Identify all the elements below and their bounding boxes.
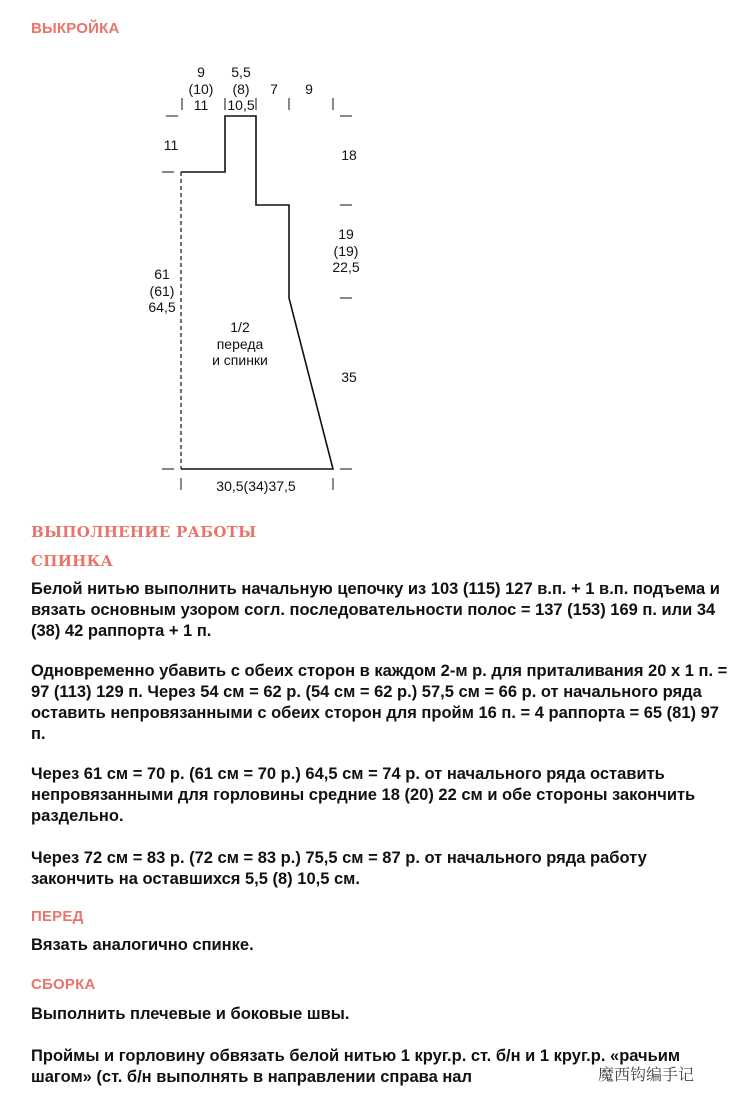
top-dim-2: 5,5 (8) 10,5: [227, 64, 255, 113]
left-dim-length: 61 (61) 64,5: [148, 266, 176, 315]
assembly-heading: СБОРКА: [31, 976, 96, 993]
top-dim-1: 9 (10) 11: [188, 64, 214, 113]
front-heading: ПЕРЕД: [31, 908, 84, 925]
right-dim-side: 35: [341, 369, 357, 385]
top-dim-4: 9: [305, 81, 313, 97]
pattern-outline: [0, 0, 750, 520]
back-paragraph-3: Через 61 см = 70 р. (61 см = 70 р.) 64,5 см = 74 р. от начального ряда оставить непровязанными для горловины средние 18 (20) 22 см и обе стороны закончить раздельно.: [31, 765, 696, 825]
right-dim-shoulder: 18: [341, 147, 357, 163]
top-dim-3: 7: [270, 81, 278, 97]
assembly-paragraph-1: Выполнить плечевые и боковые швы.: [31, 1005, 350, 1023]
back-paragraph-2: Одновременно убавить с обеих сторон в каждом 2-м р. для приталивания 20 х 1 п. = 97 (113) 129 п. Через 54 см = 62 р. (54 см = 62 р.) 57,5 см = 66 р. от начального ряда оставить непровязанными с обеих сторон для пройм 16 п. = 4 раппорта = 65 (81) 97 п.: [31, 662, 728, 743]
assembly-paragraph-2: Проймы и горловину обвязать белой нитью 1 круг.р. ст. б/н и 1 круг.р. «рачьим шагом» (ст. б/н выполнять в направлении справа нал: [31, 1047, 681, 1086]
center-label: 1/2 переда и спинки: [212, 319, 268, 368]
back-paragraph-1: Белой нитью выполнить начальную цепочку из 103 (115) 127 в.п. + 1 в.п. подъема и вязать основным узором согл. последовательности полос = 137 (153) 169 п. или 34 (38) 42 раппорта + 1 п.: [31, 580, 720, 640]
watermark: 魔西钩编手记: [598, 1065, 695, 1084]
back-heading: СПИНКА: [31, 552, 114, 570]
back-paragraph-4: Через 72 см = 83 р. (72 см = 83 р.) 75,5 см = 87 р. от начального ряда работу закончить на оставшихся 5,5 (8) 10,5 см.: [31, 849, 647, 888]
page-title: ВЫКРОЙКА: [31, 20, 120, 37]
left-dim-neck: 11: [163, 137, 179, 153]
bottom-dim-width: 30,5(34)37,5: [216, 478, 296, 494]
work-heading: ВЫПОЛНЕНИЕ РАБОТЫ: [31, 523, 257, 541]
front-paragraph: Вязать аналогично спинке.: [31, 936, 254, 954]
right-dim-armhole: 19 (19) 22,5: [332, 226, 360, 275]
